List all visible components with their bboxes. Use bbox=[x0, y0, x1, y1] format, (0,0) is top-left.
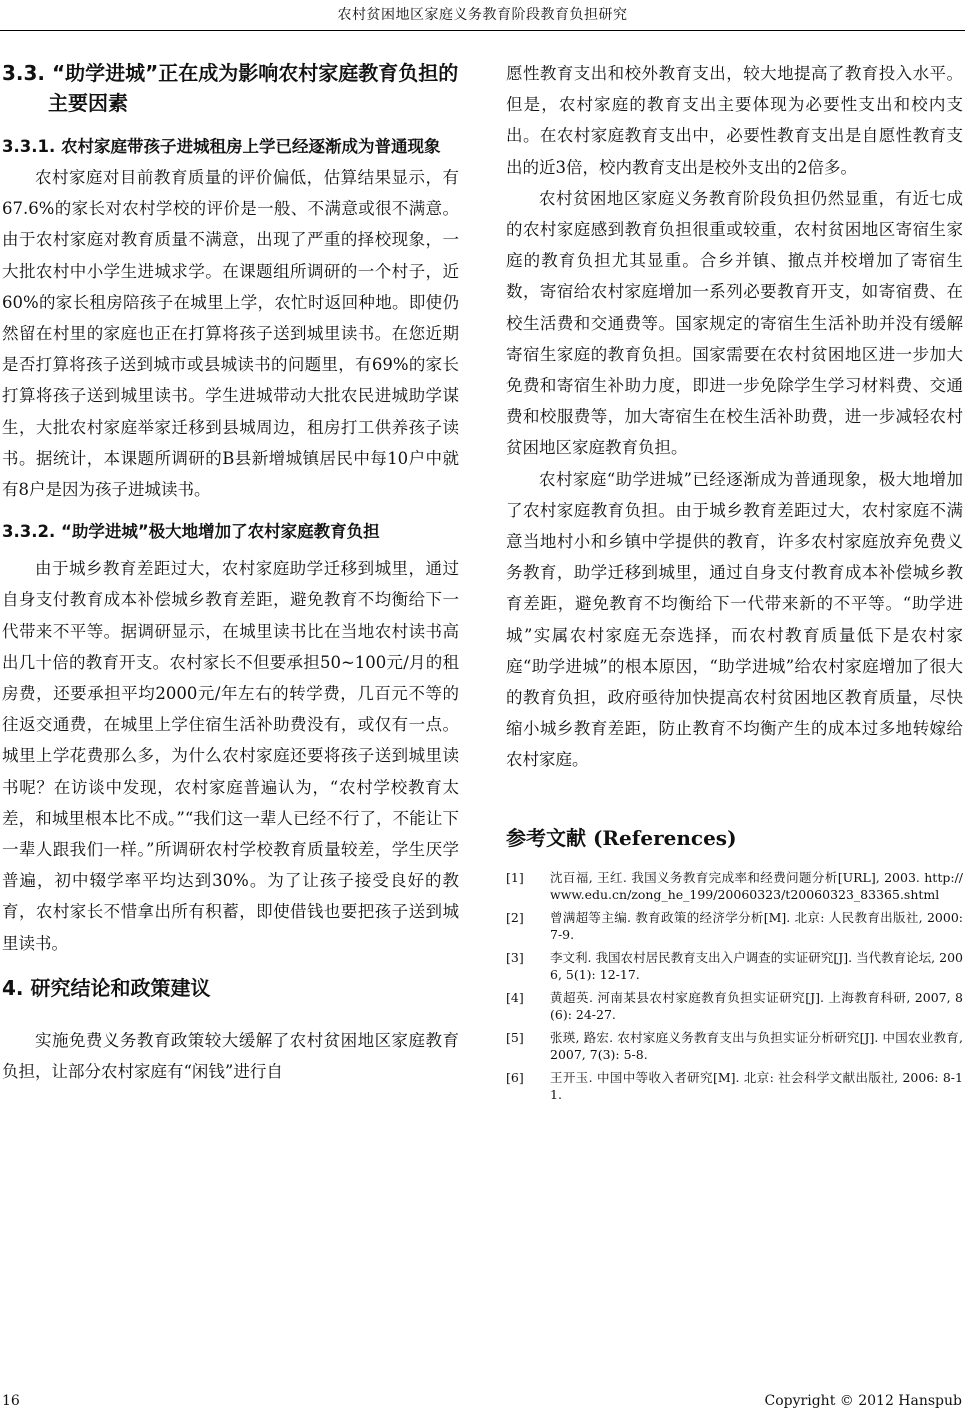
reference-text: 沈百福, 王红. 我国义务教育完成率和经费问题分析[URL], 2003. http://www.edu.cn/zong_he_199/20060323/t20060323_83365.shtml bbox=[550, 869, 963, 903]
reference-text: 曾满超等主编. 教育政策的经济学分析[M]. 北京: 人民教育出版社, 2000: 7-9. bbox=[550, 909, 963, 943]
reference-item bbox=[506, 949, 963, 984]
paragraph-4-start: 实施免费义务教育政策较大缓解了农村贫困地区家庭教育负担，让部分农村家庭有“闲钱”进行自 bbox=[2, 1030, 459, 1082]
copyright-notice: Copyright © 2012 Hanspub bbox=[764, 1393, 962, 1409]
reference-item bbox=[506, 869, 963, 904]
header-rule bbox=[0, 30, 965, 31]
paragraph-conclusion-city: 农村家庭“助学进城”已经逐渐成为普通现象，极大地增加了农村家庭教育负担。由于城乡教育差距过大，农村家庭不满意当地村小和乡镇中学提供的教育，许多农村家庭放弃免费义务教育，助学迁移到城里，通过自身支付教育成本补偿城乡教育差距，避免教育不均衡给下一代带来新的不平等。“助学进城”实属农村家庭无奈选择，而农村教育质量低下是农村家庭“助学进城”的根本原因，“助学进城”给农村家庭增加了很大的教育负担，政府亟待加快提高农村贫困地区教育质量，尽快缩小城乡教育差距，防止教育不均衡产生的成本过多地转嫁给农村家庭。 bbox=[506, 469, 963, 770]
reference-text: 张瑛, 路宏. 农村家庭义务教育支出与负担实证分析研究[J]. 中国农业教育, 2007, 7(3): 5-8. bbox=[550, 1029, 963, 1063]
paragraph-3-3-2: 由于城乡教育差距过大，农村家庭助学迁移到城里，通过自身支付教育成本补偿城乡教育差距，避免教育不均衡给下一代带来不平等。据调研显示，在城里读书比在当地农村读书高出几十倍的教育开支。农村家长不但要承担50~100元/月的租房费，还要承担平均2000元/年左右的转学费，几百元不等的往返交通费，在城里上学住宿生活补助费没有，或仅有一点。城里上学花费那么多，为什么农村家庭还要将孩子送到城里读书呢？在访谈中发现，农村家庭普遍认为，“农村学校教育太差，和城里根本比不成。”“我们这一辈人已经不行了，不能让下一辈人跟我们一样。”所调研农村学校教育质量较差，学生厌学普遍，初中辍学率平均达到30%。为了让孩子接受良好的教育，农村家长不惜拿出所有积蓄，即使借钱也要把孩子送到城里读书。 bbox=[2, 559, 459, 953]
running-head: 农村贫困地区家庭义务教育阶段教育负担研究 bbox=[337, 7, 628, 23]
page-number: 16 bbox=[2, 1393, 20, 1409]
left-column bbox=[2, 58, 459, 1087]
right-column bbox=[506, 58, 963, 1109]
reference-item bbox=[506, 1029, 963, 1064]
paragraph-conclusion-boarding: 农村贫困地区家庭义务教育阶段负担仍然显重，有近七成的农村家庭感到教育负担很重或较重，农村贫困地区寄宿生家庭的教育负担尤其显重。合乡并镇、撤点并校增加了寄宿生数，寄宿给农村家庭增加一系列必要教育开支，如寄宿费、在校生活费和交通费等。国家规定的寄宿生生活补助并没有缓解寄宿生家庭的教育负担。国家需要在农村贫困地区进一步加大免费和寄宿生补助力度，即进一步免除学生学习材料费、交通费和校服费等，加大寄宿生在校生活补助费，进一步减轻农村贫困地区家庭教育负担。 bbox=[506, 188, 963, 458]
reference-number: [4] bbox=[506, 989, 524, 1005]
reference-text: 黄超英. 河南某县农村家庭教育负担实证研究[J]. 上海教育科研, 2007, 8(6): 24-27. bbox=[550, 989, 963, 1023]
section-3-3-heading: 3.3. “助学进城”正在成为影响农村家庭教育负担的主要因素 bbox=[2, 61, 459, 115]
reference-item bbox=[506, 909, 963, 944]
reference-number: [3] bbox=[506, 949, 524, 965]
references-heading bbox=[506, 822, 963, 851]
reference-number: [6] bbox=[506, 1069, 524, 1085]
section-3-3-2-heading: 3.3.2. “助学进城”极大地增加了农村家庭教育负担 bbox=[2, 522, 380, 542]
references-heading-en: (References) bbox=[592, 825, 737, 850]
paragraph-3-3-1: 农村家庭对目前教育质量的评价偏低，估算结果显示，有67.6%的家长对农村学校的评价是一般、不满意或很不满意。由于农村家庭对教育质量不满意，出现了严重的择校现象，一大批农村中小学生进城求学。在课题组所调研的一个村子，近60%的家长租房陪孩子在城里上学，农忙时返回种地。即使仍然留在村里的家庭也正在打算将孩子送到城里读书。在您近期是否打算将孩子送到城市或县城读书的问题里，有69%的家长打算将孩子送到城里读书。学生进城带动大批农民进城助学谋生，大批农村家庭举家迁移到县城周边，租房打工供养孩子读书。据统计，本课题所调研的B县新增城镇居民中每10户中就有8户是因为孩子进城读书。 bbox=[2, 168, 459, 500]
section-4-heading: 4. 研究结论和政策建议 bbox=[2, 975, 211, 1000]
reference-number: [5] bbox=[506, 1029, 524, 1045]
reference-text: 李文利. 我国农村居民教育支出入户调查的实证研究[J]. 当代教育论坛, 2006, 5(1): 12-17. bbox=[550, 949, 963, 983]
reference-number: [1] bbox=[506, 869, 524, 885]
reference-item bbox=[506, 989, 963, 1024]
reference-number: [2] bbox=[506, 909, 524, 925]
reference-item bbox=[506, 1069, 963, 1104]
reference-text: 王开玉. 中国中等收入者研究[M]. 北京: 社会科学文献出版社, 2006: 8-11. bbox=[550, 1069, 963, 1103]
references-list bbox=[506, 869, 963, 1104]
references-heading-cn: 参考文献 bbox=[506, 825, 586, 850]
section-3-3-1-heading: 3.3.1. 农村家庭带孩子进城租房上学已经逐渐成为普通现象 bbox=[2, 137, 441, 156]
paragraph-4-continued: 愿性教育支出和校外教育支出，较大地提高了教育投入水平。但是，农村家庭的教育支出主要体现为必要性支出和校内支出。在农村家庭教育支出中，必要性教育支出是自愿性教育支出的近3倍，校内教育支出是校外支出的2倍多。 bbox=[506, 64, 963, 177]
